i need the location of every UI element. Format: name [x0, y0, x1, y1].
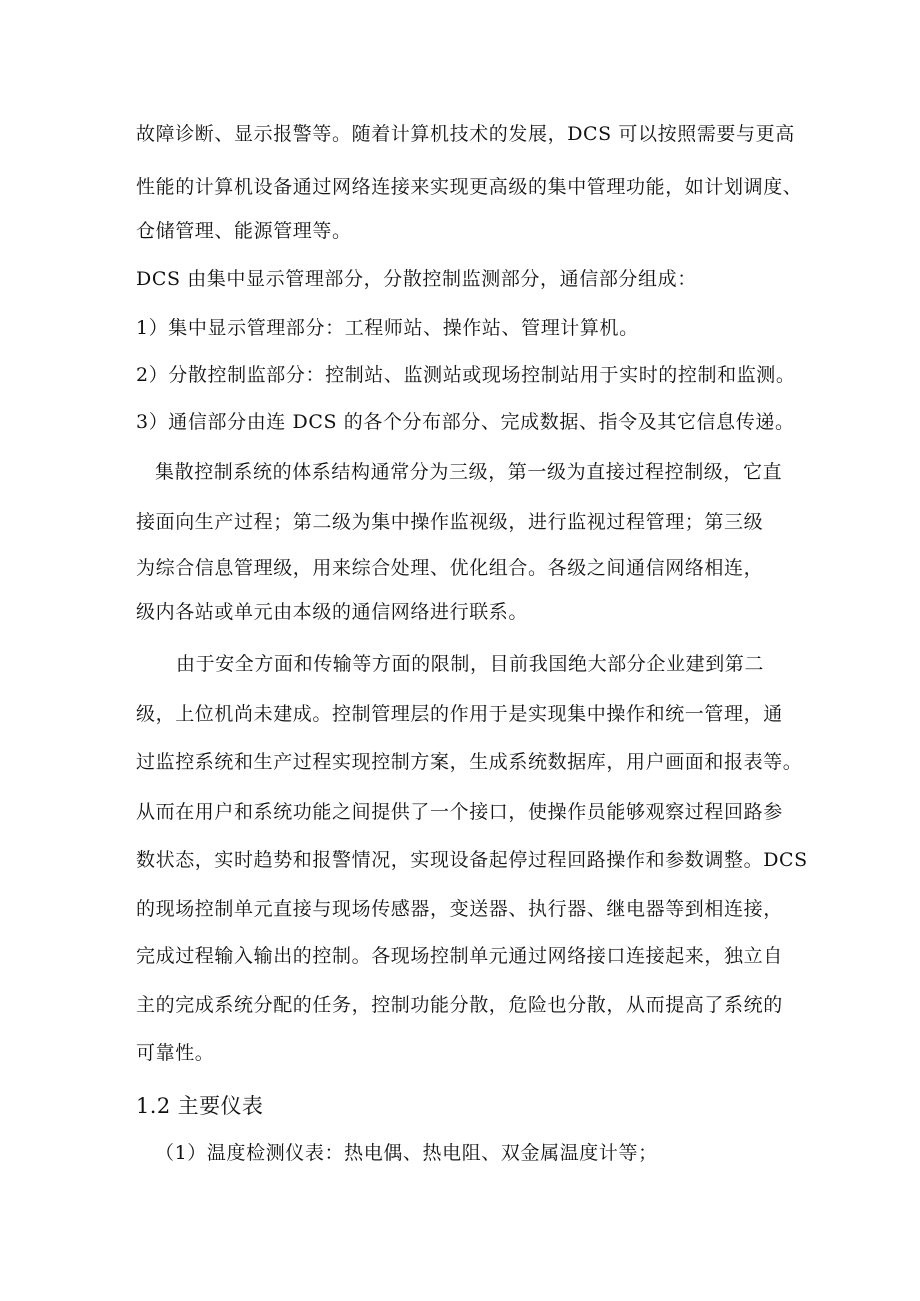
- paragraph-3-line-6: 的现场控制单元直接与现场传感器，变送器、执行器、继电器等到相连接，: [136, 898, 783, 920]
- list-item-2: 2）分散控制监部分：控制站、监测站或现场控制站用于实时的控制和监测。: [136, 364, 796, 386]
- paragraph-1-line-1: 故障诊断、显示报警等。随着计算机技术的发展，DCS 可以按照需要与更高: [136, 123, 795, 145]
- paragraph-2-line-4: 级内各站或单元由本级的通信网络进行联系。: [136, 601, 529, 623]
- paragraph-2-line-1: 集散控制系统的体系结构通常分为三级，第一级为直接过程控制级，它直: [155, 461, 783, 483]
- paragraph-3-line-5: 数状态，实时趋势和报警情况，实现设备起停过程回路操作和参数调整。DCS: [136, 849, 808, 871]
- paragraph-2-line-2: 接面向生产过程；第二级为集中操作监视级，进行监视过程管理；第三级: [136, 511, 764, 533]
- paragraph-1-line-3: 仓储管理、能源管理等。: [136, 220, 352, 242]
- list-item-1: 1）集中显示管理部分：工程师站、操作站、管理计算机。: [136, 317, 639, 339]
- paragraph-3-line-9: 可靠性。: [136, 1042, 215, 1064]
- paragraph-1-line-2: 性能的计算机设备通过网络连接来实现更高级的集中管理功能，如计划调度、: [136, 176, 803, 198]
- section-heading: 1.2 主要仪表: [136, 1094, 264, 1118]
- intro-line: DCS 由集中显示管理部分，分散控制监测部分，通信部分组成：: [136, 268, 697, 290]
- paragraph-3-line-3: 过监控系统和生产过程实现控制方案，生成系统数据库，用户画面和报表等。: [136, 751, 803, 773]
- list-item-3: 3）通信部分由连 DCS 的各个分布部分、完成数据、指令及其它信息传递。: [136, 411, 795, 433]
- paragraph-3-line-8: 主的完成系统分配的任务，控制功能分散，危险也分散，从而提高了系统的: [136, 994, 783, 1016]
- paragraph-3-line-7: 完成过程输入输出的控制。各现场控制单元通过网络接口连接起来，独立自: [136, 945, 783, 967]
- instrument-item-1: （1）温度检测仪表：热电偶、热电阻、双金属温度计等；: [155, 1142, 658, 1164]
- paragraph-2-line-3: 为综合信息管理级，用来综合处理、优化组合。各级之间通信网络相连，: [136, 557, 764, 579]
- paragraph-3-line-2: 级，上位机尚未建成。控制管理层的作用于是实现集中操作和统一管理，通: [136, 703, 783, 725]
- paragraph-3-line-1: 由于安全方面和传输等方面的限制，目前我国绝大部分企业建到第二: [176, 653, 765, 675]
- paragraph-3-line-4: 从而在用户和系统功能之间提供了一个接口，使操作员能够观察过程回路参: [136, 801, 783, 823]
